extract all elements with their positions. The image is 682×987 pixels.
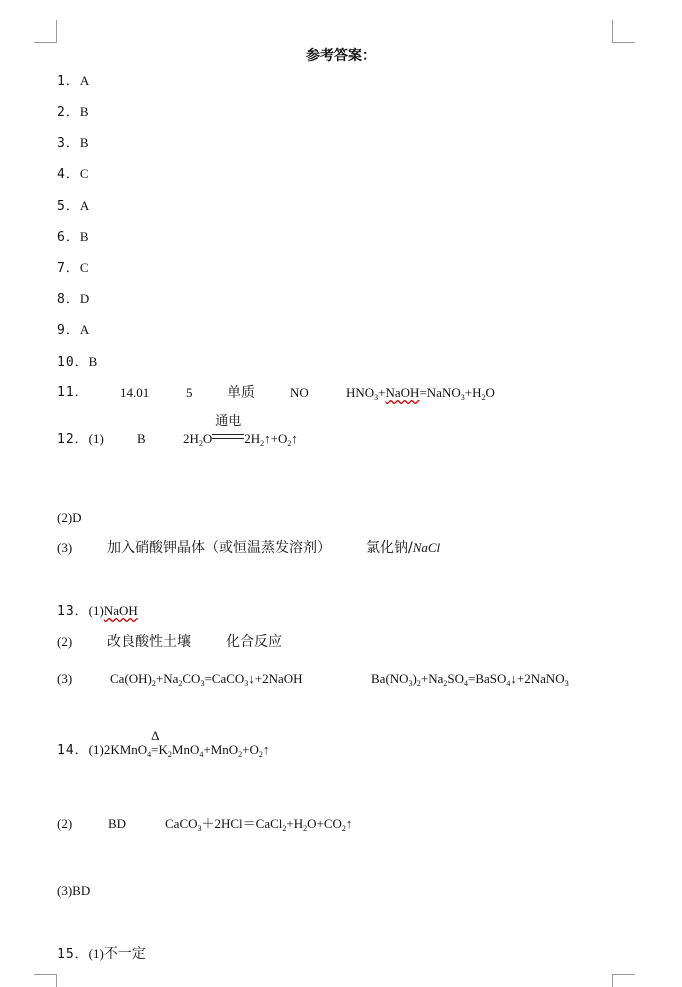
answer-line-8: 8．D xyxy=(57,291,90,307)
corner-mark-bottom-left xyxy=(34,974,57,987)
answer-line-15: 15．(1)不一定 xyxy=(57,946,146,962)
q14-part2: (2) BD $CaCO_3+2HCl=CaCl_2+H_2O+CO_2↑$ xyxy=(57,816,353,833)
q11-answer-1: 14.01 xyxy=(120,385,150,400)
q12-part2: (2)D xyxy=(57,510,82,525)
q11-answer-2: 5 xyxy=(186,385,193,400)
answer-line-3: 3．B xyxy=(57,135,89,151)
q12-equation: $2H_2O$ 通电 $2H_2↑+O_2↑$ xyxy=(183,414,298,448)
q13-part2-answer-2: 化合反应 xyxy=(226,634,282,650)
q12-part3: (3) 加入硝酸钾晶体（或恒温蒸发溶剂） 氯化钠/NaCl xyxy=(57,540,441,556)
answer-line-2: 2．B xyxy=(57,104,89,120)
q14-part2-answer: BD xyxy=(108,816,127,831)
q14-part3: (3)BD xyxy=(57,883,91,898)
q13-part2-answer-1: 改良酸性土壤 xyxy=(107,634,191,650)
q13-equation-1: $Ca(OH)_2+Na_2CO_3=CaCO_3↓+2NaOH$ xyxy=(110,671,303,688)
q12-part3-answer-2: 氯化钠/NaCl xyxy=(366,540,441,556)
answer-line-13: 13．(1)NaOH xyxy=(57,603,138,619)
q12-part1-answer: B xyxy=(137,431,146,446)
answer-line-1: 1．A xyxy=(57,73,90,89)
q11-answer-3: 单质 xyxy=(227,385,255,401)
answer-line-10: 10．B xyxy=(57,354,98,370)
corner-mark-bottom-right xyxy=(612,974,635,987)
answer-line-11: 11． 14.01 5 单质 NO $HNO_3+NaOH=NaNO_3+H_2O$ xyxy=(57,385,495,402)
q11-equation: $HNO_3+NaOH=NaNO_3+H_2O$ xyxy=(346,385,495,402)
q13-part2: (2) 改良酸性土壤 化合反应 xyxy=(57,634,282,650)
q13-part3: (3) $Ca(OH)_2+Na_2CO_3=CaCO_3↓+2NaOH$ $Ba(NO_3)_2+Na_2SO_4=BaSO_4↓+2NaNO_3$ xyxy=(57,671,569,688)
electrolysis-condition: 通电 xyxy=(212,431,244,447)
corner-mark-top-left xyxy=(34,20,57,43)
answer-line-6: 6．B xyxy=(57,229,89,245)
answer-line-12: 12．(1) B $2H_2O$ 通电 $2H_2↑+O_2↑$ xyxy=(57,414,298,448)
heat-condition: Δ = xyxy=(151,728,160,757)
q11-answer-4: NO xyxy=(290,385,309,400)
page-title: 参考答案： xyxy=(306,48,376,64)
q13-equation-2: $Ba(NO_3)_2+Na_2SO_4=BaSO_4↓+2NaNO_3$ xyxy=(371,671,569,688)
answer-line-9: 9．A xyxy=(57,322,90,338)
corner-mark-top-right xyxy=(612,20,635,43)
q12-part3-answer: 加入硝酸钾晶体（或恒温蒸发溶剂） xyxy=(107,540,331,556)
answer-line-4: 4．C xyxy=(57,166,89,182)
q14-equation-2: $CaCO_3+2HCl=CaCl_2+H_2O+CO_2↑$ xyxy=(165,816,353,833)
answer-line-5: 5．A xyxy=(57,198,90,214)
answer-line-14: 14．(1)2KMnO$_4$ Δ $=K_2MnO_4+MnO_2+O_2↑$ xyxy=(57,728,270,759)
answer-line-7: 7．C xyxy=(57,260,89,276)
